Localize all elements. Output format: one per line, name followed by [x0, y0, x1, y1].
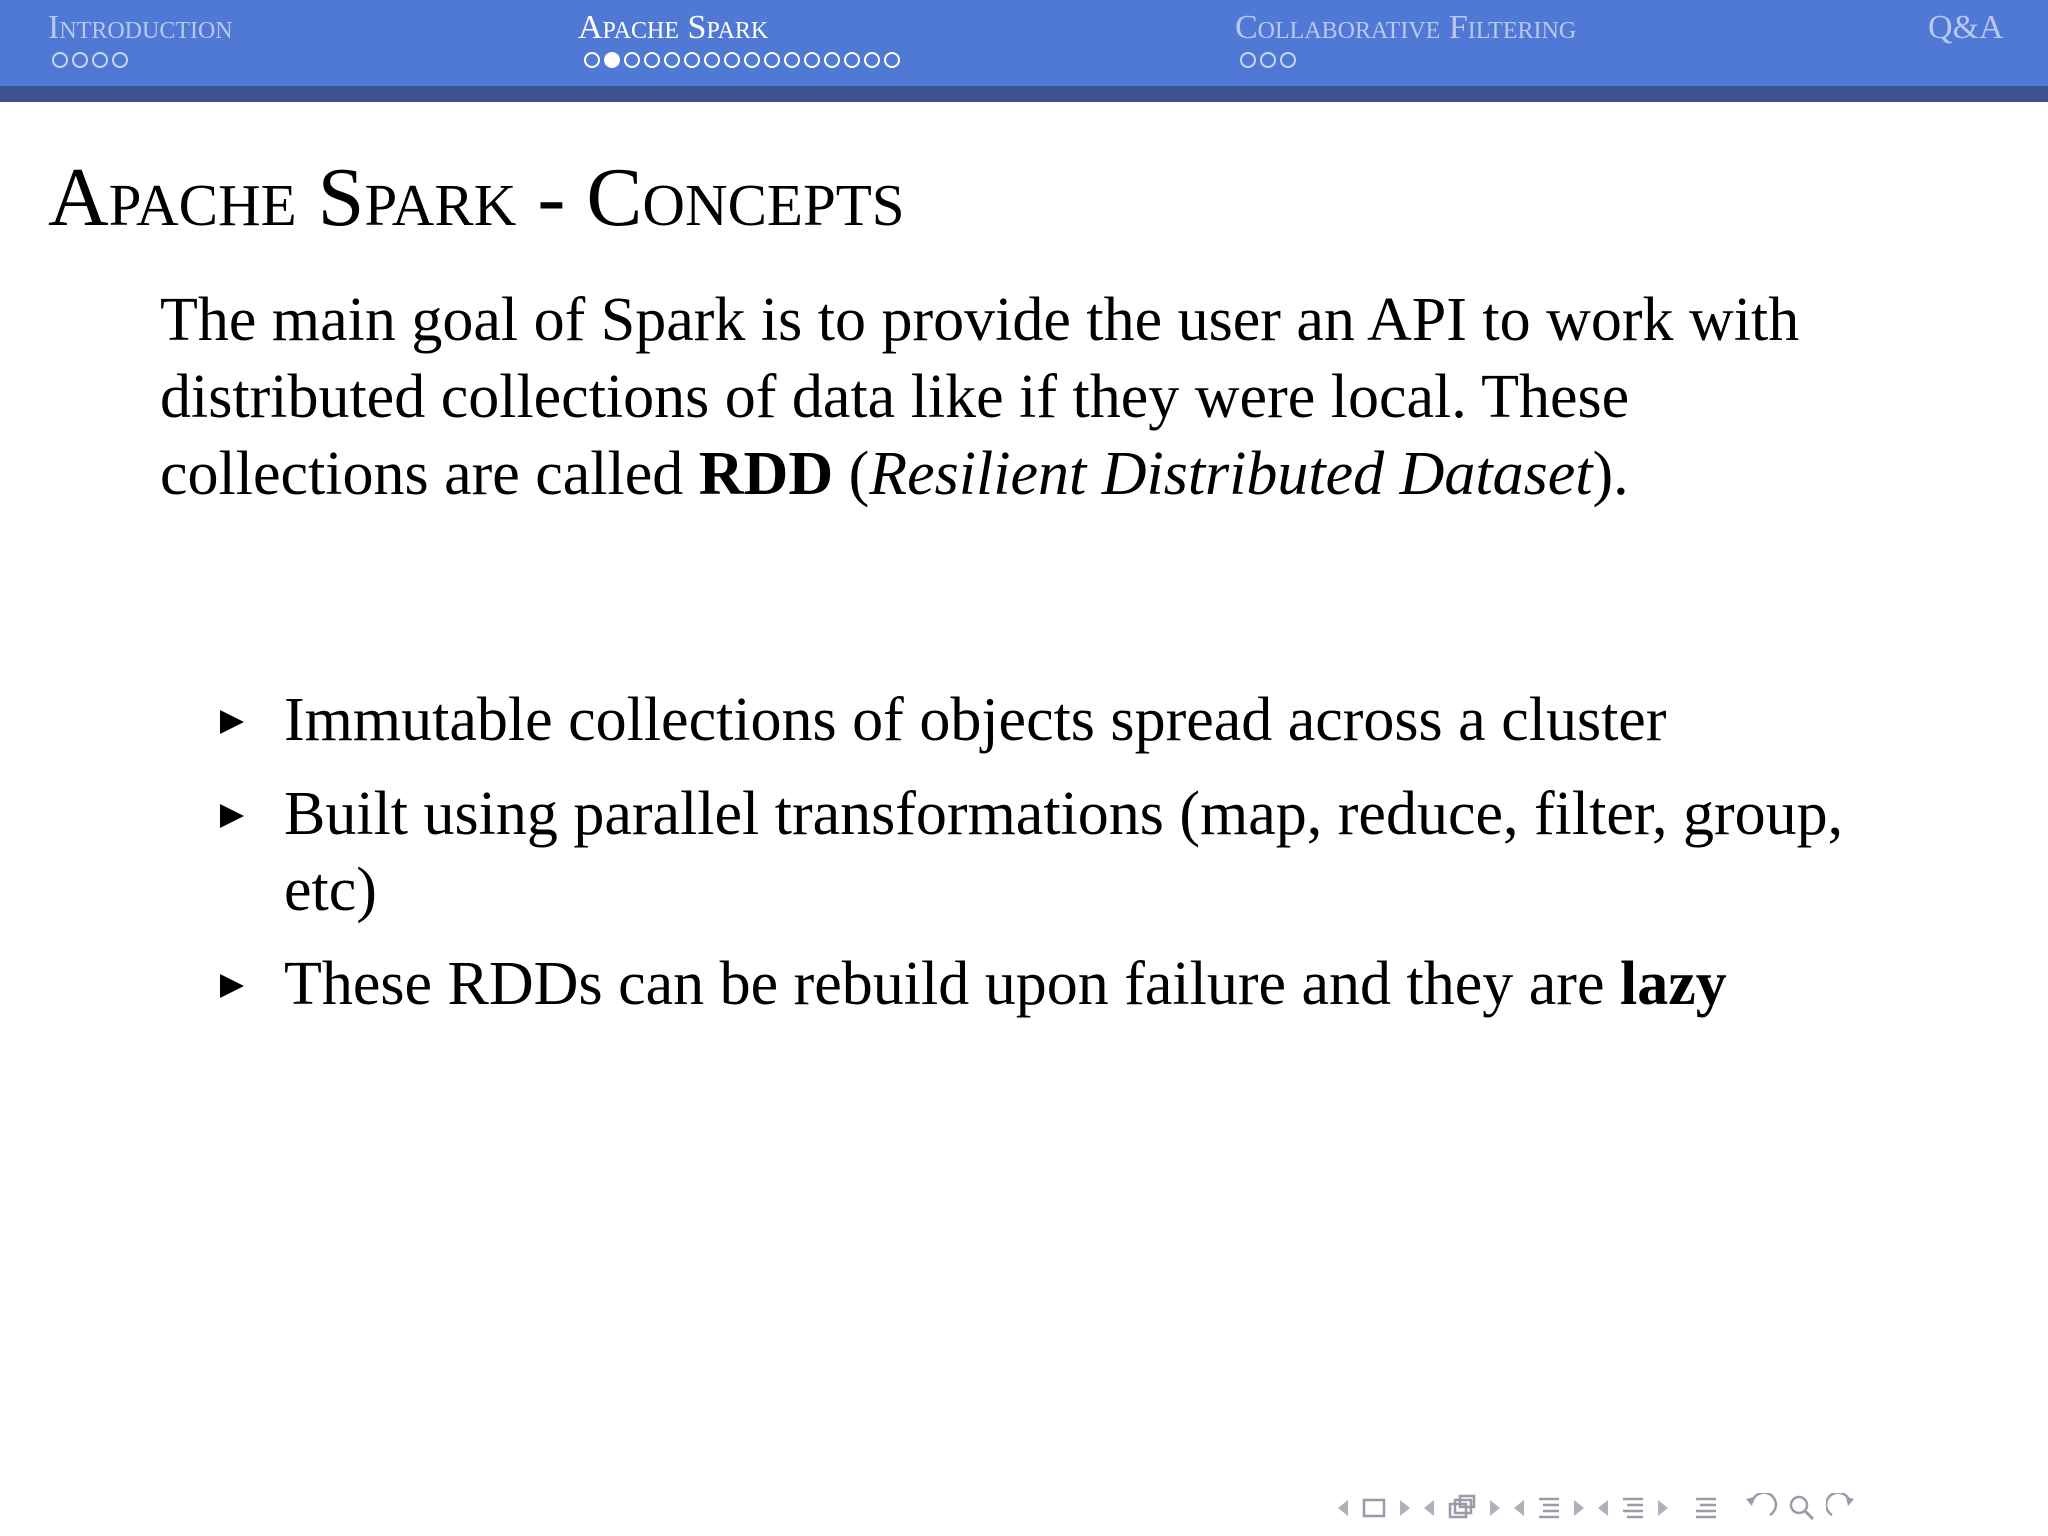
section-navigation-bar [0, 0, 2048, 86]
frame-dot[interactable] [1280, 52, 1296, 68]
frame-dot[interactable] [624, 52, 640, 68]
frame-dot[interactable] [764, 52, 780, 68]
slide-title: Apache Spark - Concepts [48, 151, 905, 244]
frame-dot[interactable] [584, 52, 600, 68]
align-icon[interactable] [1680, 1494, 1720, 1522]
section-icon[interactable] [1536, 1494, 1562, 1522]
intro-paren-open: ( [833, 440, 870, 508]
next-arrow-icon[interactable] [1398, 1498, 1412, 1518]
frame-dot[interactable] [844, 52, 860, 68]
frame-dot[interactable] [704, 52, 720, 68]
frame-dot[interactable] [824, 52, 840, 68]
frame-dot[interactable] [784, 52, 800, 68]
frame-dot[interactable] [1240, 52, 1256, 68]
search-icon[interactable] [1788, 1493, 1816, 1523]
frame-dot[interactable] [884, 52, 900, 68]
prev-arrow-icon[interactable] [1596, 1498, 1610, 1518]
nav-dots-introduction [52, 52, 128, 68]
nav-dots-apache-spark [584, 52, 900, 68]
next-arrow-icon[interactable] [1656, 1498, 1670, 1518]
intro-paragraph [160, 282, 1900, 513]
frame-dot[interactable] [864, 52, 880, 68]
frame-dot[interactable] [92, 52, 108, 68]
nav-section-collaborative-filtering[interactable]: Collaborative Filtering [1235, 9, 1577, 46]
bullet-text: Built using parallel transformations (map, reduce, filter, group, etc) [284, 780, 1844, 924]
bullet-text: These RDDs can be rebuild upon failure and they are [284, 950, 1620, 1018]
bullet-text: Immutable collections of objects spread across a cluster [284, 686, 1667, 754]
intro-text: The main goal of Spark is to provide the user an API to work with distributed collections of data like if they were local. These collections are called [160, 286, 1800, 508]
intro-bold-term: RDD [698, 440, 834, 508]
nav-section-qa[interactable]: Q&A [1928, 9, 2004, 46]
intro-italic-term: Resilient Distributed Dataset [869, 440, 1593, 508]
frame-icon[interactable] [1360, 1496, 1388, 1520]
redo-icon[interactable] [1826, 1493, 1856, 1523]
beamer-navigation-symbols [1336, 1490, 1856, 1526]
triangle-bullet-icon [220, 974, 244, 998]
prev-arrow-icon[interactable] [1512, 1498, 1526, 1518]
frame-dot[interactable] [52, 52, 68, 68]
prev-arrow-icon[interactable] [1422, 1498, 1436, 1518]
frame-dot[interactable] [664, 52, 680, 68]
frame-dot[interactable] [724, 52, 740, 68]
frame-dot[interactable] [804, 52, 820, 68]
bullet-item [160, 776, 1920, 928]
bullet-bold-text: lazy [1619, 950, 1727, 1018]
intro-paren-close: ). [1592, 440, 1629, 508]
next-arrow-icon[interactable] [1488, 1498, 1502, 1518]
nav-bar-divider [0, 86, 2048, 102]
frame-dot[interactable] [744, 52, 760, 68]
bullet-item [160, 946, 1920, 1022]
next-arrow-icon[interactable] [1572, 1498, 1586, 1518]
triangle-bullet-icon [220, 804, 244, 828]
nav-dots-collaborative-filtering [1240, 52, 1296, 68]
nav-section-apache-spark[interactable]: Apache Spark [578, 9, 769, 46]
concept-bullet-list [160, 682, 1920, 1040]
prev-arrow-icon[interactable] [1336, 1498, 1350, 1518]
frame-dot[interactable] [72, 52, 88, 68]
subsection-icon[interactable] [1446, 1494, 1478, 1522]
undo-icon[interactable] [1730, 1493, 1778, 1523]
bullet-item [160, 682, 1920, 758]
nav-section-introduction[interactable]: Introduction [48, 9, 233, 46]
frame-dot[interactable] [684, 52, 700, 68]
frame-dot[interactable] [1260, 52, 1276, 68]
triangle-bullet-icon [220, 710, 244, 734]
current-frame-dot[interactable] [604, 52, 620, 68]
frame-dot[interactable] [644, 52, 660, 68]
frame-dot[interactable] [112, 52, 128, 68]
section-list-icon[interactable] [1620, 1494, 1646, 1522]
